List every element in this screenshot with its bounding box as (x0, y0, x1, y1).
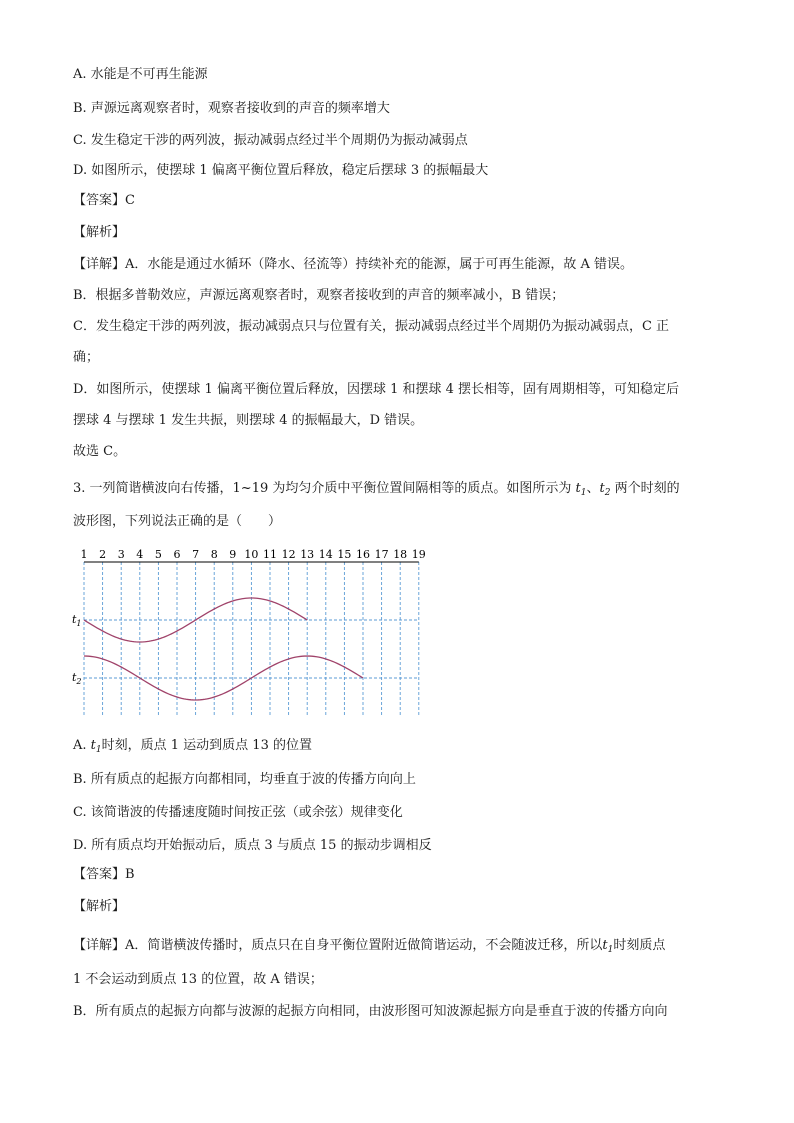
q3-stem-line2: 波形图，下列说法正确的是（ ） (73, 514, 282, 529)
q3-analysis-heading: 【解析】 (73, 899, 126, 914)
wave-figure (72, 544, 432, 724)
q2-option-c: C. 发生稳定干涉的两列波，振动减弱点经过半个周期仍为振动减弱点 (73, 133, 468, 148)
point-label-3: 3 (117, 548, 125, 561)
q3-stem-text-a: 3. 一列简谐横波向右传播，1~19 为均匀介质中平衡位置间隔相等的质点。如图所示为 (73, 481, 572, 496)
q2-detail-c-line2: 确； (73, 350, 100, 365)
point-label-4: 4 (136, 548, 144, 561)
q2-answer: 【答案】C (73, 193, 135, 208)
q3-detail-a-line2: 1 不会运动到质点 13 的位置，故 A 错误； (73, 972, 323, 987)
point-label-14: 14 (318, 548, 333, 561)
q3-stem-t1: $t_1$ (575, 481, 587, 498)
point-label-1: 1 (80, 548, 88, 561)
point-labels (81, 548, 426, 561)
q2-detail-c-line1: C．发生稳定干涉的两列波，振动减弱点只与位置有关，振动减弱点经过半个周期仍为振动减弱点，C 正 (73, 319, 670, 334)
q2-option-d: D. 如图所示，使摆球 1 偏离平衡位置后释放，稳定后摆球 3 的振幅最大 (73, 163, 489, 178)
row2-label: $t_2$ (72, 671, 82, 686)
point-label-9: 9 (229, 548, 237, 561)
point-label-10: 10 (244, 548, 259, 561)
point-label-7: 7 (192, 548, 200, 561)
point-label-15: 15 (337, 548, 352, 561)
q3-stem-text-b: 两个时刻的 (614, 481, 680, 496)
point-label-8: 8 (210, 548, 218, 561)
q2-option-b: B. 声源远离观察者时，观察者接收到的声音的频率增大 (73, 101, 390, 116)
point-label-2: 2 (99, 548, 107, 561)
q3-stem-line1 (73, 481, 680, 501)
point-label-12: 12 (281, 548, 296, 561)
q2-conclusion: 故选 C。 (73, 444, 127, 459)
q2-detail-d-line2: 摆球 4 与摆球 1 发生共振，则摆球 4 的振幅最大，D 错误。 (73, 413, 424, 428)
q2-option-a: A. 水能是不可再生能源 (73, 67, 208, 82)
q3-stem-t2: $t_2$ (599, 481, 611, 498)
q3-option-c: C. 该简谐波的传播速度随时间按正弦（或余弦）规律变化 (73, 805, 403, 820)
q3-option-a: A. $t_1$时刻，质点 1 运动到质点 13 的位置 (73, 738, 312, 755)
q3-option-d: D. 所有质点均开始振动后，质点 3 与质点 15 的振动步调相反 (73, 838, 432, 853)
point-label-5: 5 (154, 548, 162, 561)
q2-detail-a: 【详解】A．水能是通过水循环（降水、径流等）持续补充的能源，属于可再生能源，故 A 错误。 (73, 257, 634, 272)
q3-option-b: B. 所有质点的起振方向都相同，均垂直于波的传播方向向上 (73, 772, 416, 787)
point-label-13: 13 (300, 548, 315, 561)
point-label-11: 11 (263, 548, 277, 561)
q3-option-a-t1: $t_1$ (90, 738, 102, 755)
q3-detail-b-line1: B．所有质点的起振方向都与波源的起振方向相同，由波形图可知波源起振方向是垂直于波的传播方向向 (73, 1004, 668, 1019)
grid-lines (84, 562, 419, 716)
q2-detail-d-line1: D．如图所示，使摆球 1 偏离平衡位置后释放，因摆球 1 和摆球 4 摆长相等，固有周期相等，可知稳定后 (73, 382, 680, 397)
q2-analysis-heading: 【解析】 (73, 225, 126, 240)
q3-stem-separator: 、 (586, 481, 600, 496)
row1-label: $t_1$ (72, 613, 82, 628)
q2-detail-b: B．根据多普勒效应，声源远离观察者时，观察者接收到的声音的频率减小，B 错误； (73, 288, 565, 303)
q3-answer: 【答案】B (73, 867, 135, 882)
point-label-16: 16 (356, 548, 370, 561)
point-label-18: 18 (393, 548, 408, 561)
q3-detail-a-line1: 【详解】A．简谐横波传播时，质点只在自身平衡位置附近做简谐运动，不会随波迁移，所以$t_1$时刻质点 (73, 938, 666, 955)
point-label-6: 6 (173, 548, 181, 561)
point-label-19: 19 (411, 548, 426, 561)
point-label-17: 17 (374, 548, 389, 561)
wave-curves (84, 598, 363, 700)
